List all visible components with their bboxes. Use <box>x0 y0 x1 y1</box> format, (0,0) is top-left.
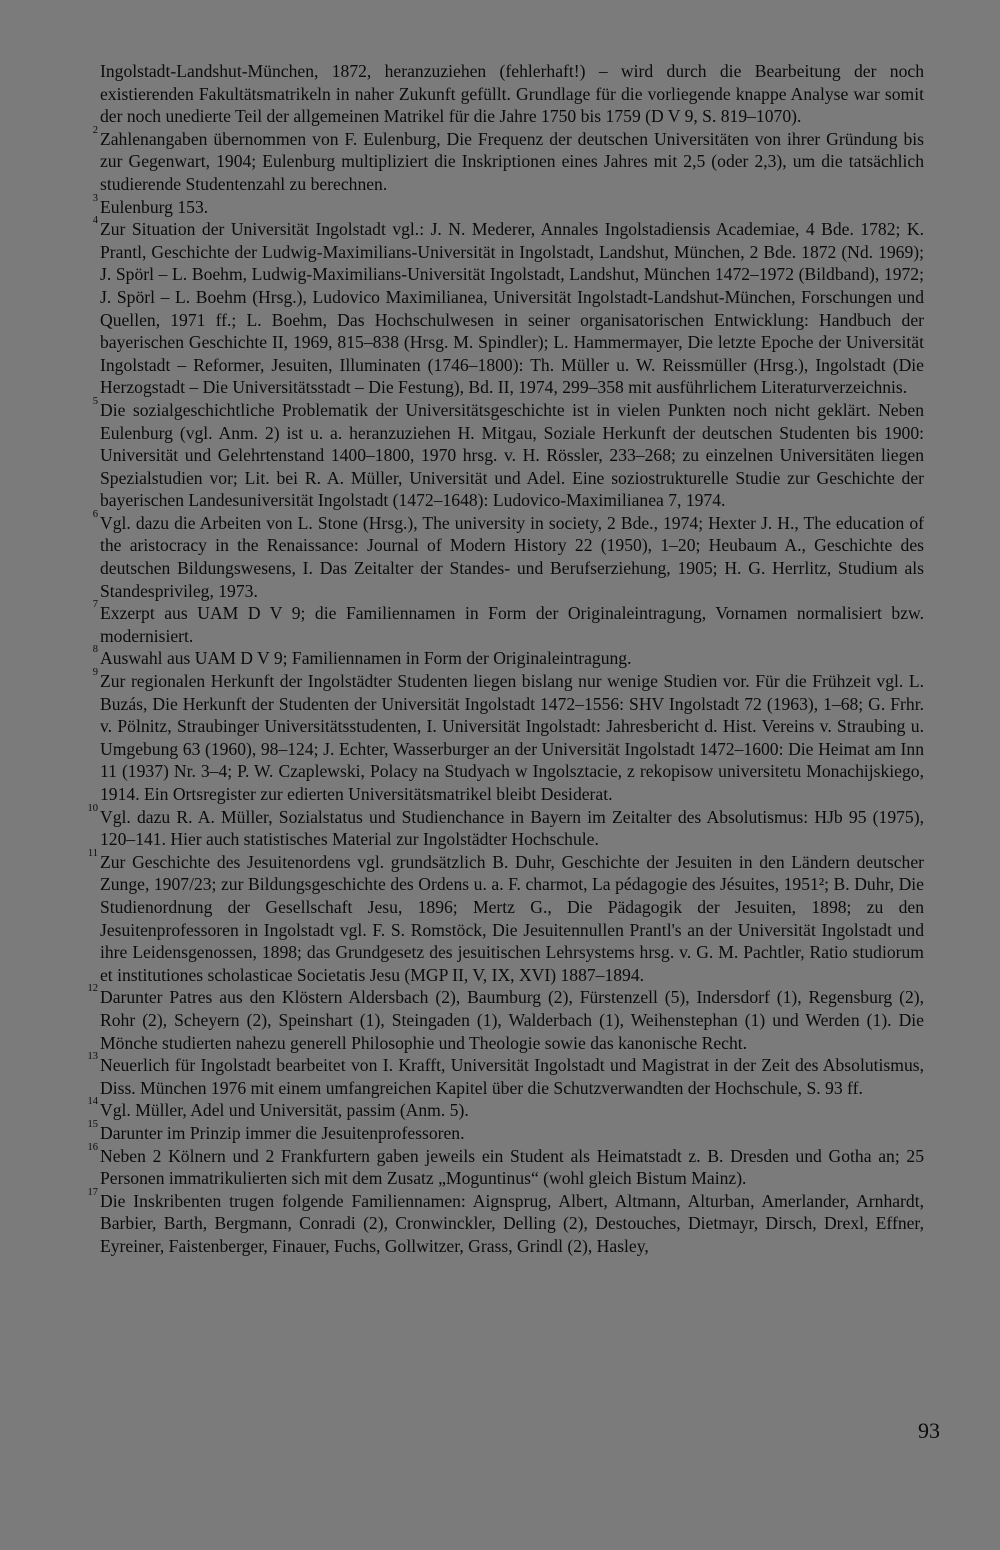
footnote-text: Darunter im Prinzip immer die Jesuitenprofessoren. <box>100 1122 465 1143</box>
footnote-15 <box>87 1118 924 1145</box>
footnote-text: Auswahl aus UAM D V 9; Familiennamen in Form der Originaleintragung. <box>100 648 632 669</box>
footnote-14 <box>87 1096 924 1122</box>
footnote-11 <box>87 847 924 987</box>
footnote-text: Neben 2 Kölnern und 2 Frankfurtern gaben jeweils ein Student als Heimatstadt z. B. Dresden und Gotha an; 25 Personen immatrikulierten sich mit dem Zusatz „Moguntinus“ (wohl gleich Bistum Mainz). <box>100 1145 924 1189</box>
footnote-number: 12 <box>87 983 98 995</box>
footnote-16 <box>87 1141 924 1190</box>
footnote-text: Vgl. dazu die Arbeiten von L. Stone (Hrsg.), The university in society, 2 Bde., 1974; Hexter J. H., The education of the aristocracy in the Renaissance: Journal of Modern History 22 (1950), 1–20; Heubaum A., Geschichte des deutschen Bildungswesens, I. Das Zeitalter der Standes- und Berufserziehung, 1905; H. G. Herrlitz, Studium als Standesprivileg, 1973. <box>100 512 924 601</box>
footnote-number: 14 <box>87 1096 98 1108</box>
footnote-number: 15 <box>87 1118 98 1130</box>
footnote-number: 6 <box>92 508 98 520</box>
footnote-5 <box>92 395 924 512</box>
footnote-text: Vgl. dazu R. A. Müller, Sozialstatus und Studienchance in Bayern im Zeitalter des Absolutismus: HJb 95 (1975), 120–141. Hier auch statistisches Material zur Ingolstädter Hochschule. <box>100 806 924 850</box>
footnote-10 <box>87 802 924 851</box>
footnote-17 <box>87 1186 924 1258</box>
footnote-text: Die sozialgeschichtliche Problematik der Universitätsgeschichte ist in vielen Punkten noch nicht geklärt. Neben Eulenburg (vgl. Anm. 2) ist u. a. heranzuziehen H. Mitgau, Soziale Herkunft der deutschen Studenten bis 1900: Universität und Gelehrtenstand 1400–1800, 1970 hrsg. v. H. Rössler, 233–268; zu einzelnen Universitäten liegen Spezialstudien vor; Lit. bei R. A. Müller, Universität und Adel. Eine soziostrukturelle Studie zur Geschichte der bayerischen Landesuniversität Ingolstadt (1472–1648): Ludovico-Maximilianea 7, 1974. <box>100 399 924 511</box>
footnote-9 <box>92 667 924 806</box>
footnote-text: Neuerlich für Ingolstadt bearbeitet von I. Krafft, Universität Ingolstadt und Magistrat in der Zeit des Absolutismus, Diss. München 1976 mit einem umfangreichen Kapitel über die Schutzverwandten der Hochschule, S. 93 ff. <box>100 1055 924 1098</box>
footnote-number: 8 <box>92 644 98 656</box>
footnote-number: 9 <box>92 667 98 679</box>
footnote-number: 4 <box>92 215 98 227</box>
footnote-6 <box>92 508 924 602</box>
footnote-number: 7 <box>92 599 98 611</box>
footnote-text: Vgl. Müller, Adel und Universität, passim (Anm. 5). <box>100 1100 469 1121</box>
footnote-text: Die Inskribenten trugen folgende Familiennamen: Aignsprug, Albert, Altmann, Alturban, Amerlander, Arnhardt, Barbier, Barth, Bergmann, Conradi (2), Cronwinckler, Delling (2), Destouches, Dietmayr, Dirsch, Drexl, Effner, Eyreiner, Faistenberger, Finauer, Fuchs, Gollwitzer, Grass, Grindl (2), Hasley, <box>100 1190 924 1256</box>
footnote-number: 5 <box>92 395 98 407</box>
footnote-7 <box>92 599 924 647</box>
footnote-text: Zur Geschichte des Jesuitenordens vgl. grundsätzlich B. Duhr, Geschichte der Jesuiten in den Ländern deutscher Zunge, 1907/23; zur Bildungsgeschichte des Ordens u. a. F. charmot, La pédagogie des Jésuites, 1951²; B. Duhr, Die Studienordnung der Gesellschaft Jesu, 1896; Mertz G., Die Pädagogik der Jesuiten, 1898; zu den Jesuitenprofessoren in Ingolstadt vgl. F. S. Romstöck, Die Jesuitennullen Prantl's an der Universität Ingolstadt und ihre Leidensgenossen, 1898; das Grundgesetz des jesuitischen Lehrsystems hrsg. v. G. M. Pachtler, Ratio studiorum et institutiones scholasticae Societatis Jesu (MGP II, V, IX, XVI) 1887–1894. <box>100 851 924 985</box>
footnote-text: Eulenburg 153. <box>100 196 209 217</box>
footnotes-page <box>87 60 924 1257</box>
footnote-continuation: Ingolstadt-Landshut-München, 1872, heranzuziehen (fehlerhaft!) – wird durch die Bearbeitung der noch existierenden Fakultätsmatrikeln in naher Zukunft gefüllt. Grundlage für die vorliegende knappe Analyse war somit der noch unedierte Teil der allgemeinen Matrikel für die Jahre 1750 bis 1759 (D V 9, S. 819–1070). <box>100 61 924 127</box>
footnote-number: 10 <box>87 802 98 814</box>
footnote-number: 16 <box>87 1141 98 1153</box>
footnote-number: 13 <box>87 1051 98 1063</box>
footnote-12 <box>87 983 924 1054</box>
footnote-number: 2 <box>92 124 98 136</box>
footnote-text: Darunter Patres aus den Klöstern Aldersbach (2), Baumburg (2), Fürstenzell (5), Indersdorf (1), Regensburg (2), Rohr (2), Scheyern (2), Speinshart (1), Steingaden (1), Walderbach (1), Weihenstephan (1) und Werden (1). Die Mönche studierten nahezu generell Philosophie und Theologie sowie das kanonische Recht. <box>100 987 924 1053</box>
footnote-13 <box>87 1051 924 1099</box>
footnote-number: 17 <box>87 1186 98 1198</box>
footnote-4 <box>92 215 924 399</box>
footnote-text: Zur Situation der Universität Ingolstadt vgl.: J. N. Mederer, Annales Ingolstadiensis Academiae, 4 Bde. 1782; K. Prantl, Geschichte der Ludwig-Maximilians-Universität in Ingolstadt, Landshut, München, 2 Bde. 1872 (Nd. 1969); J. Spörl – L. Boehm, Ludwig-Maximilians-Universität Ingolstadt, Landshut, München 1472–1972 (Bildband), 1972; J. Spörl – L. Boehm (Hrsg.), Ludovico Maximilianea, Universität Ingolstadt-Landshut-München, Forschungen und Quellen, 1971 ff.; L. Boehm, Das Hochschulwesen in seiner organisatorischen Entwicklung: Handbuch der bayerischen Geschichte II, 1969, 815–838 (Hrsg. M. Spindler); L. Hammermayer, Die letzte Epoche der Universität Ingolstadt – Reformer, Jesuiten, Illuminaten (1746–1800): Th. Müller u. W. Reissmüller (Hrsg.), Ingolstadt (Die Herzogstadt – Die Universitätsstadt – Die Festung), Bd. II, 1974, 299–358 mit ausführlichem Literaturverzeichnis. <box>100 219 924 398</box>
footnote-2 <box>92 124 924 196</box>
footnote-text: Zur regionalen Herkunft der Ingolstädter Studenten liegen bislang nur wenige Studien vor. Für die Frühzeit vgl. L. Buzás, Die Herkunft der Studenten der Universität Ingolstadt 1472–1556: SHV Ingolstadt 72 (1963), 1–68; G. Frhr. v. Pölnitz, Straubinger Universitätsstudenten, I. Universität Ingolstadt: Jahresbericht d. Hist. Vereins v. Straubing u. Umgebung 63 (1960), 98–124; J. Echter, Wasserburger an der Universität Ingolstadt 1472–1600: Die Heimat am Inn 11 (1937) Nr. 3–4; P. W. Czaplewski, Polacy na Studyach w Ingolsztacie, z rekopisow universitetu Monachijskiego, 1914. Ein Ortsregister zur edierten Universitätsmatrikel bleibt Desiderat. <box>100 671 924 804</box>
footnote-text: Zahlenangaben übernommen von F. Eulenburg, Die Frequenz der deutschen Universitäten von ihrer Gründung bis zur Gegenwart, 1904; Eulenburg multipliziert die Inskriptionen eines Jahres mit 2,5 (oder 2,3), um die tatsächlich studierende Studentenzahl zu berechnen. <box>100 128 924 194</box>
page-number: 93 <box>918 1418 940 1443</box>
footnote-text: Exzerpt aus UAM D V 9; die Familiennamen in Form der Originaleintragung, Vornamen normalisiert bzw. modernisiert. <box>100 603 924 646</box>
footnote-8 <box>92 644 924 670</box>
footnote-3 <box>92 192 924 219</box>
footnote-number: 3 <box>92 192 98 204</box>
footnote-number: 11 <box>87 847 98 859</box>
